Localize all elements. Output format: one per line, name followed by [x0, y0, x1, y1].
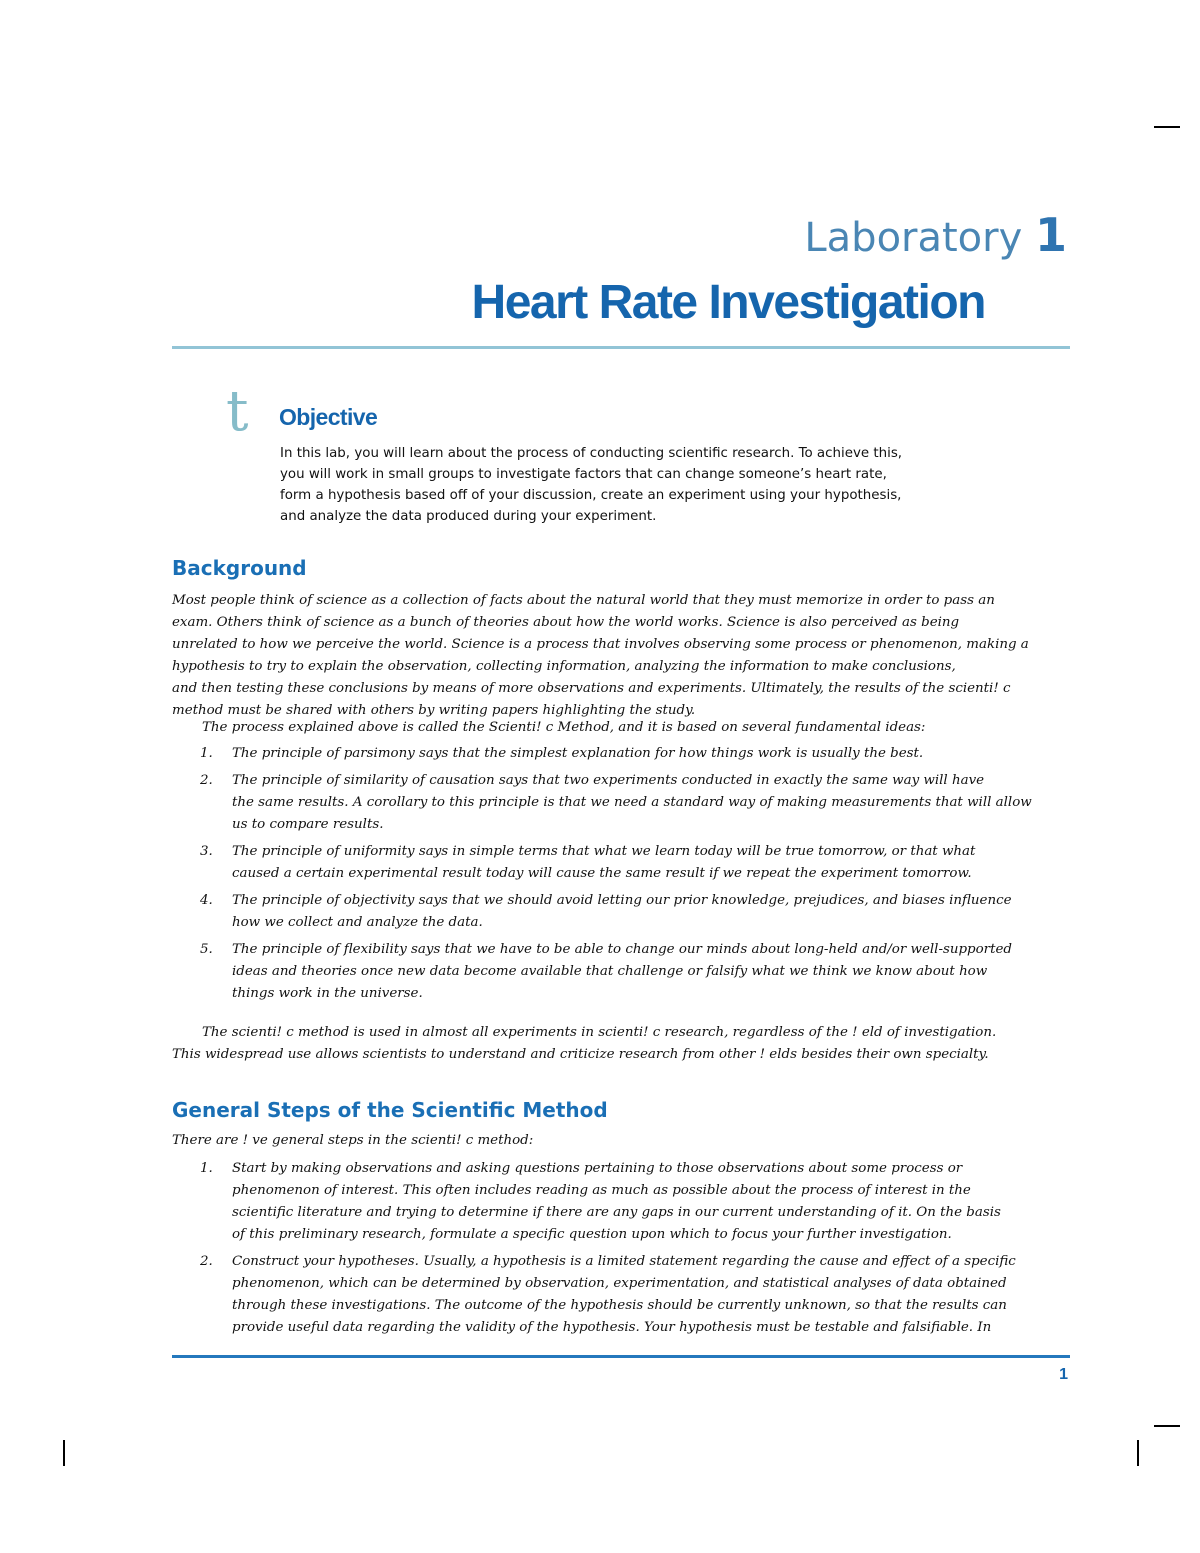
laboratory-label	[804, 208, 1067, 262]
list-line: phenomenon, which can be determined by observation, experimentation, and statistical analyses of data obtained	[232, 1276, 1007, 1291]
background-paragraph	[172, 590, 1072, 722]
list-number: 1.	[200, 746, 213, 761]
objective-marker-icon: t	[226, 379, 249, 444]
paragraph-line: hypothesis to try to explain the observation, collecting information, analyzing the information to make conclusions,	[172, 659, 956, 674]
objective-line: you will work in small groups to investigate factors that can change someone’s heart rate,	[280, 467, 887, 482]
list-number: 2.	[200, 773, 213, 788]
paragraph-line: and then testing these conclusions by means of more observations and experiments. Ultimately, the results of the scienti! c	[172, 681, 1011, 696]
list-line: The principle of flexibility says that we have to be able to change our minds about long-held and/or well-supported	[232, 942, 1012, 957]
paragraph-line: exam. Others think of science as a bunch of theories about how the world works. Science is also perceived as being	[172, 615, 960, 630]
list-line: The principle of similarity of causation says that two experiments conducted in exactly the same way will have	[232, 773, 985, 788]
page-number: 1	[1059, 1366, 1068, 1383]
method-usage-line2: This widespread use allows scientists to understand and criticize research from other ! elds besides their own specialty.	[172, 1047, 989, 1062]
list-line: The principle of parsimony says that the simplest explanation for how things work is usually the best.	[232, 746, 924, 761]
list-line: phenomenon of interest. This often includes reading as much as possible about the process of interest in the	[232, 1183, 971, 1198]
list-line: Construct your hypotheses. Usually, a hypothesis is a limited statement regarding the cause and effect of a specific	[232, 1254, 1016, 1269]
objective-text	[280, 443, 980, 527]
list-line: through these investigations. The outcome of the hypothesis should be currently unknown, so that the results can	[232, 1298, 1007, 1313]
crop-mark-bottom-right-vertical	[1137, 1440, 1139, 1466]
principles-list	[200, 743, 1070, 1010]
list-item	[200, 770, 1070, 836]
title-divider	[172, 346, 1070, 349]
list-item	[200, 939, 1070, 1005]
list-number: 5.	[200, 942, 213, 957]
list-number: 3.	[200, 844, 213, 859]
list-line: how we collect and analyze the data.	[232, 915, 483, 930]
list-line: things work in the universe.	[232, 986, 423, 1001]
list-number: 2.	[200, 1254, 213, 1269]
objective-heading: Objective	[279, 404, 378, 430]
list-item	[200, 1251, 1070, 1339]
list-line: ideas and theories once new data become available that challenge or falsify what we think we know about how	[232, 964, 988, 979]
crop-mark-bottom-left	[63, 1440, 65, 1466]
page-title: Heart Rate Investigation	[471, 276, 985, 329]
objective-line: and analyze the data produced during your experiment.	[280, 509, 657, 524]
list-number: 1.	[200, 1161, 213, 1176]
general-steps-intro: There are ! ve general steps in the scienti! c method:	[172, 1133, 534, 1148]
list-number: 4.	[200, 893, 213, 908]
list-line: the same results. A corollary to this principle is that we need a standard way of making measurements that will allow	[232, 795, 1032, 810]
list-item	[200, 1158, 1070, 1246]
list-line: scientific literature and trying to determine if there are any gaps in our current understanding of it. On the basis	[232, 1205, 1001, 1220]
laboratory-word: Laboratory	[804, 215, 1023, 261]
crop-mark-bottom-right	[1154, 1425, 1180, 1427]
general-steps-heading: General Steps of the Scientific Method	[172, 1098, 608, 1122]
background-heading: Background	[172, 556, 307, 580]
list-line: The principle of objectivity says that we should avoid letting our prior knowledge, prejudices, and biases influence	[232, 893, 1012, 908]
list-line: provide useful data regarding the validity of the hypothesis. Your hypothesis must be testable and falsifiable. In	[232, 1320, 992, 1335]
list-line: us to compare results.	[232, 817, 384, 832]
list-line: caused a certain experimental result today will cause the same result if we repeat the experiment tomorrow.	[232, 866, 972, 881]
method-usage-line1: The scienti! c method is used in almost all experiments in scienti! c research, regardless of the ! eld of investigation.	[202, 1025, 997, 1040]
list-item	[200, 890, 1070, 934]
objective-line: In this lab, you will learn about the process of conducting scientific research. To achieve this,	[280, 446, 903, 461]
general-steps-list	[200, 1158, 1070, 1344]
paragraph-line: Most people think of science as a collection of facts about the natural world that they must memorize in order to pass an	[172, 593, 995, 608]
list-line: of this preliminary research, formulate a specific question upon which to focus your further investigation.	[232, 1227, 952, 1242]
principles-intro: The process explained above is called the Scienti! c Method, and it is based on several fundamental ideas:	[202, 720, 926, 735]
list-line: The principle of uniformity says in simple terms that what we learn today will be true tomorrow, or that what	[232, 844, 976, 859]
list-item	[200, 743, 1070, 765]
paragraph-line: unrelated to how we perceive the world. Science is a process that involves observing some process or phenomenon, making a	[172, 637, 1029, 652]
crop-mark-top-right	[1154, 126, 1180, 128]
laboratory-number: 1	[1034, 208, 1067, 262]
list-line: Start by making observations and asking questions pertaining to those observations about some process or	[232, 1161, 963, 1176]
footer-divider	[172, 1355, 1070, 1358]
objective-line: form a hypothesis based off of your discussion, create an experiment using your hypothesis,	[280, 488, 902, 503]
list-item	[200, 841, 1070, 885]
paragraph-line: method must be shared with others by writing papers highlighting the study.	[172, 703, 696, 718]
